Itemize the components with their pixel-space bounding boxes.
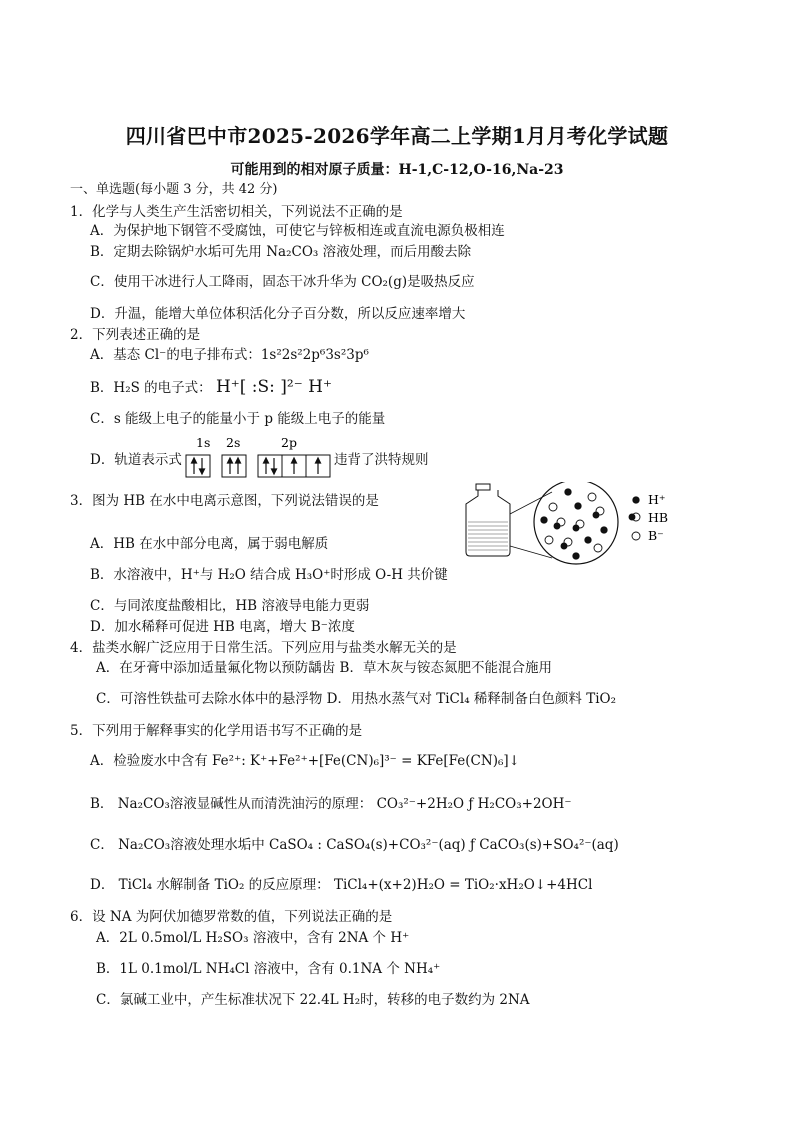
orbital-label-2s: 2s <box>226 435 241 450</box>
legend-b-minus-marker <box>632 532 640 540</box>
q1-option-b: B．定期去除锅炉水垢可先用 Na₂CO₃ 溶液处理，而后用酸去除 <box>90 244 472 260</box>
q3-stem: 3．图为 HB 在水中电离示意图，下列说法错误的是 <box>70 493 379 509</box>
q4-options-ab: A．在牙膏中添加适量氟化物以预防龋齿 B．草木灰与铵态氮肥不能混合施用 <box>96 660 552 676</box>
q2-option-c: C．s 能级上电子的能量小于 p 能级上电子的能量 <box>90 411 386 427</box>
q5-option-a: A．检验废水中含有 Fe²⁺: K⁺+Fe²⁺+[Fe(CN)₆]³⁻ = KFe[Fe(CN)₆]↓ <box>90 753 520 769</box>
orbital-diagram <box>184 434 334 480</box>
q6-option-c: C．氯碱工业中，产生标准状况下 22.4L H₂时，转移的电子数约为 2NA <box>96 992 530 1008</box>
orbital-box-2p-1 <box>258 455 282 477</box>
solution-hatching <box>468 522 508 550</box>
beaker-icon <box>466 484 510 556</box>
q4-options-cd: C．可溶性铁盐可去除水体中的悬浮物 D．用热水蒸气对 TiCl₄ 稀释制备白色颜料 TiO₂ <box>96 691 616 707</box>
electron-arrows <box>192 458 321 474</box>
orbital-label-1s: 1s <box>196 435 211 450</box>
q2-option-a: A．基态 Cl⁻的电子排布式：1s²2s²2p⁶3s²3p⁶ <box>90 347 369 363</box>
q6-option-a: A．2L 0.5mol/L H₂SO₃ 溶液中，含有 2NA 个 H⁺ <box>96 930 410 946</box>
orbital-box-1s <box>186 455 210 477</box>
q2-option-d-prefix: D．轨道表示式 <box>90 452 182 468</box>
q2-option-d-suffix: 违背了洪特规则 <box>334 452 429 468</box>
q4-stem: 4．盐类水解广泛应用于日常生活。下列应用与盐类水解无关的是 <box>70 640 457 656</box>
section-heading: 一、单选题(每小题 3 分，共 42 分) <box>70 182 278 197</box>
legend-h-plus: H⁺ <box>648 492 666 507</box>
q3-option-d: D．加水稀释可促进 HB 电离，增大 B⁻浓度 <box>90 619 355 635</box>
exam-title: 四川省巴中市2025-2026学年高二上学期1月月考化学试题 <box>125 124 669 148</box>
q5-option-d: D． TiCl₄ 水解制备 TiO₂ 的反应原理： TiCl₄+(x+2)H₂O = TiO₂·xH₂O↓+4HCl <box>90 877 593 893</box>
q3-option-b: B．水溶液中，H⁺与 H₂O 结合成 H₃O⁺时形成 O-H 共价键 <box>90 567 448 583</box>
q1-option-d: D．升温，能增大单位体积活化分子百分数，所以反应速率增大 <box>90 306 466 322</box>
legend-hb-marker <box>629 514 635 520</box>
q1-stem: 1．化学与人类生产生活密切相关，下列说法不正确的是 <box>70 204 403 220</box>
q6-stem: 6．设 NA 为阿伏加德罗常数的值，下列说法正确的是 <box>70 909 393 925</box>
q1-option-c: C．使用干冰进行人工降雨，固态干冰升华为 CO₂(g)是吸热反应 <box>90 274 475 290</box>
q5-stem: 5．下列用于解释事实的化学用语书写不正确的是 <box>70 723 363 739</box>
hb-ionization-figure <box>460 482 680 572</box>
q2-option-b <box>90 378 332 397</box>
q5-option-c: C． Na₂CO₃溶液处理水垢中 CaSO₄ : CaSO₄(s)+CO₃²⁻(aq) ƒ CaCO₃(s)+SO₄²⁻(aq) <box>90 837 619 853</box>
q5-option-b: B． Na₂CO₃溶液显碱性从而清洗油污的原理： CO₃²⁻+2H₂O ƒ H₂CO₃+2OH⁻ <box>90 796 572 812</box>
h2s-electron-formula: H⁺[ :S: ]²⁻ H⁺ <box>215 377 332 397</box>
legend-hb: HB <box>648 510 669 525</box>
q3-option-c: C．与同浓度盐酸相比，HB 溶液导电能力更弱 <box>90 598 370 614</box>
q2-stem: 2．下列表述正确的是 <box>70 327 201 343</box>
atomic-masses: 可能用到的相对原子质量：H-1,C-12,O-16,Na-23 <box>230 162 564 178</box>
q1-option-a: A．为保护地下钢管不受腐蚀，可使它与锌板相连或直流电源负极相连 <box>90 223 505 239</box>
orbital-box-2s <box>222 455 246 477</box>
q6-option-b: B．1L 0.1mol/L NH₄Cl 溶液中，含有 0.1NA 个 NH₄⁺ <box>96 961 441 977</box>
legend-b-minus: B⁻ <box>648 528 664 543</box>
orbital-label-2p: 2p <box>281 435 297 450</box>
q3-option-a: A．HB 在水中部分电离，属于弱电解质 <box>90 536 329 552</box>
q2-option-b-prefix: B．H₂S 的电子式： <box>90 380 212 396</box>
legend-h-plus-marker <box>633 497 639 503</box>
